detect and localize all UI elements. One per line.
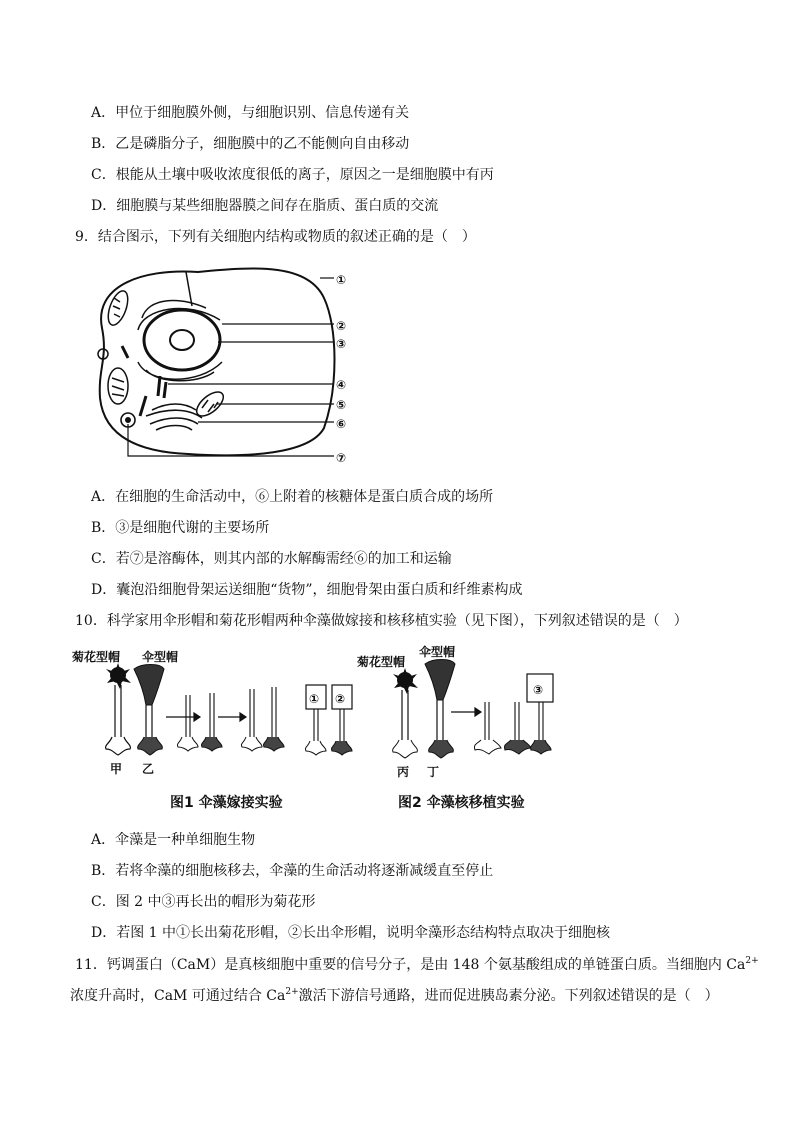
animal-cell-diagram: [88, 258, 368, 468]
fig2-label-bing: 丙: [397, 765, 410, 779]
q9-stem: 9．结合图示，下列有关细胞内结构或物质的叙述正确的是（ ）: [75, 229, 476, 245]
fig1-box-1: ①: [309, 692, 320, 706]
q8-option-c: C．根能从土壤中吸收浓度很低的离子，原因之一是细胞膜中有丙: [91, 167, 494, 183]
q11-sup-2: 2+: [285, 987, 299, 997]
fig1-box-2: ②: [335, 692, 346, 706]
q9-option-b: B．③是细胞代谢的主要场所: [91, 520, 270, 536]
label-1: ①: [336, 273, 347, 287]
fig1-label-yi: 乙: [142, 762, 155, 775]
q8-option-b: B．乙是磷脂分子，细胞膜中的乙不能侧向自由移动: [91, 136, 410, 152]
q11-stem-line2: [70, 986, 719, 1006]
chrysanthemum-cap-jia: [106, 663, 131, 689]
q11-text-1: 11．钙调蛋白（CaM）是真核细胞中重要的信号分子，是由 148 个氨基酸组成的单链蛋白质。当细胞内 Ca: [75, 957, 746, 973]
figure1-grafting-diagram: [70, 645, 370, 775]
fig1-label-jia: 甲: [110, 762, 123, 775]
q11-stem-line1: [75, 955, 759, 975]
nucleolus: [170, 330, 194, 350]
q8-option-a: A．甲位于细胞膜外侧，与细胞识别、信息传递有关: [91, 105, 410, 121]
umbrella-cap-ding: [425, 660, 455, 701]
label-3: ③: [336, 337, 347, 351]
q11-sup-1: 2+: [745, 956, 759, 966]
q10-option-d: D．若图 1 中①长出菊花形帽，②长出伞形帽，说明伞藻形态结构特点取决于细胞核: [91, 925, 611, 941]
q10-stem: 10．科学家用伞形帽和菊花形帽两种伞藻做嫁接和核移植实验（见下图），下列叙述错误的是（ ）: [75, 613, 688, 629]
umbrella-cap-yi: [134, 665, 164, 706]
figure2-nuclear-transplant-diagram: [355, 640, 615, 780]
mitochondria: [104, 288, 227, 420]
fig2-label-chrysanthemum: 菊花型帽: [357, 655, 406, 669]
fig2-label-umbrella: 伞型帽: [419, 645, 456, 659]
golgi-apparatus: [146, 404, 202, 430]
label-5: ⑤: [336, 398, 347, 412]
q11-text-2: 浓度升高时，CaM 可通过结合 Ca: [70, 988, 286, 1004]
fig2-label-ding: 丁: [427, 765, 440, 779]
q10-option-a: A．伞藻是一种单细胞生物: [91, 832, 256, 848]
q11-text-3: 激活下游信号通路，进而促进胰岛素分泌。下列叙述错误的是（ ）: [298, 988, 719, 1004]
label-4: ④: [336, 378, 347, 392]
cell-membrane: [100, 269, 335, 456]
fig2-caption: 图2 伞藻核移植实验: [398, 795, 525, 811]
q10-option-c: C．图 2 中③再长出的帽形为菊花形: [91, 894, 316, 910]
fig2-box-3: ③: [533, 683, 544, 697]
q9-option-d: D．囊泡沿细胞骨架运送细胞“货物”，细胞骨架由蛋白质和纤维素构成: [91, 582, 523, 598]
fig1-label-chrysanthemum: 菊花型帽: [72, 650, 121, 664]
q9-option-a: A．在细胞的生命活动中，⑥上附着的核糖体是蛋白质合成的场所: [91, 489, 494, 505]
fig1-caption: 图1 伞藻嫁接实验: [170, 795, 283, 811]
label-6: ⑥: [336, 417, 347, 431]
q9-option-c: C．若⑦是溶酶体，则其内部的水解酶需经⑥的加工和运输: [91, 551, 452, 567]
label-7: ⑦: [336, 451, 347, 465]
fig1-label-umbrella: 伞型帽: [142, 650, 179, 664]
label-2: ②: [336, 319, 347, 333]
chrysanthemum-cap-bing: [393, 668, 418, 694]
q8-option-d: D．细胞膜与某些细胞器膜之间存在脂质、蛋白质的交流: [91, 198, 439, 214]
q10-option-b: B．若将伞藻的细胞核移去，伞藻的生命活动将逐渐减缓直至停止: [91, 863, 494, 879]
